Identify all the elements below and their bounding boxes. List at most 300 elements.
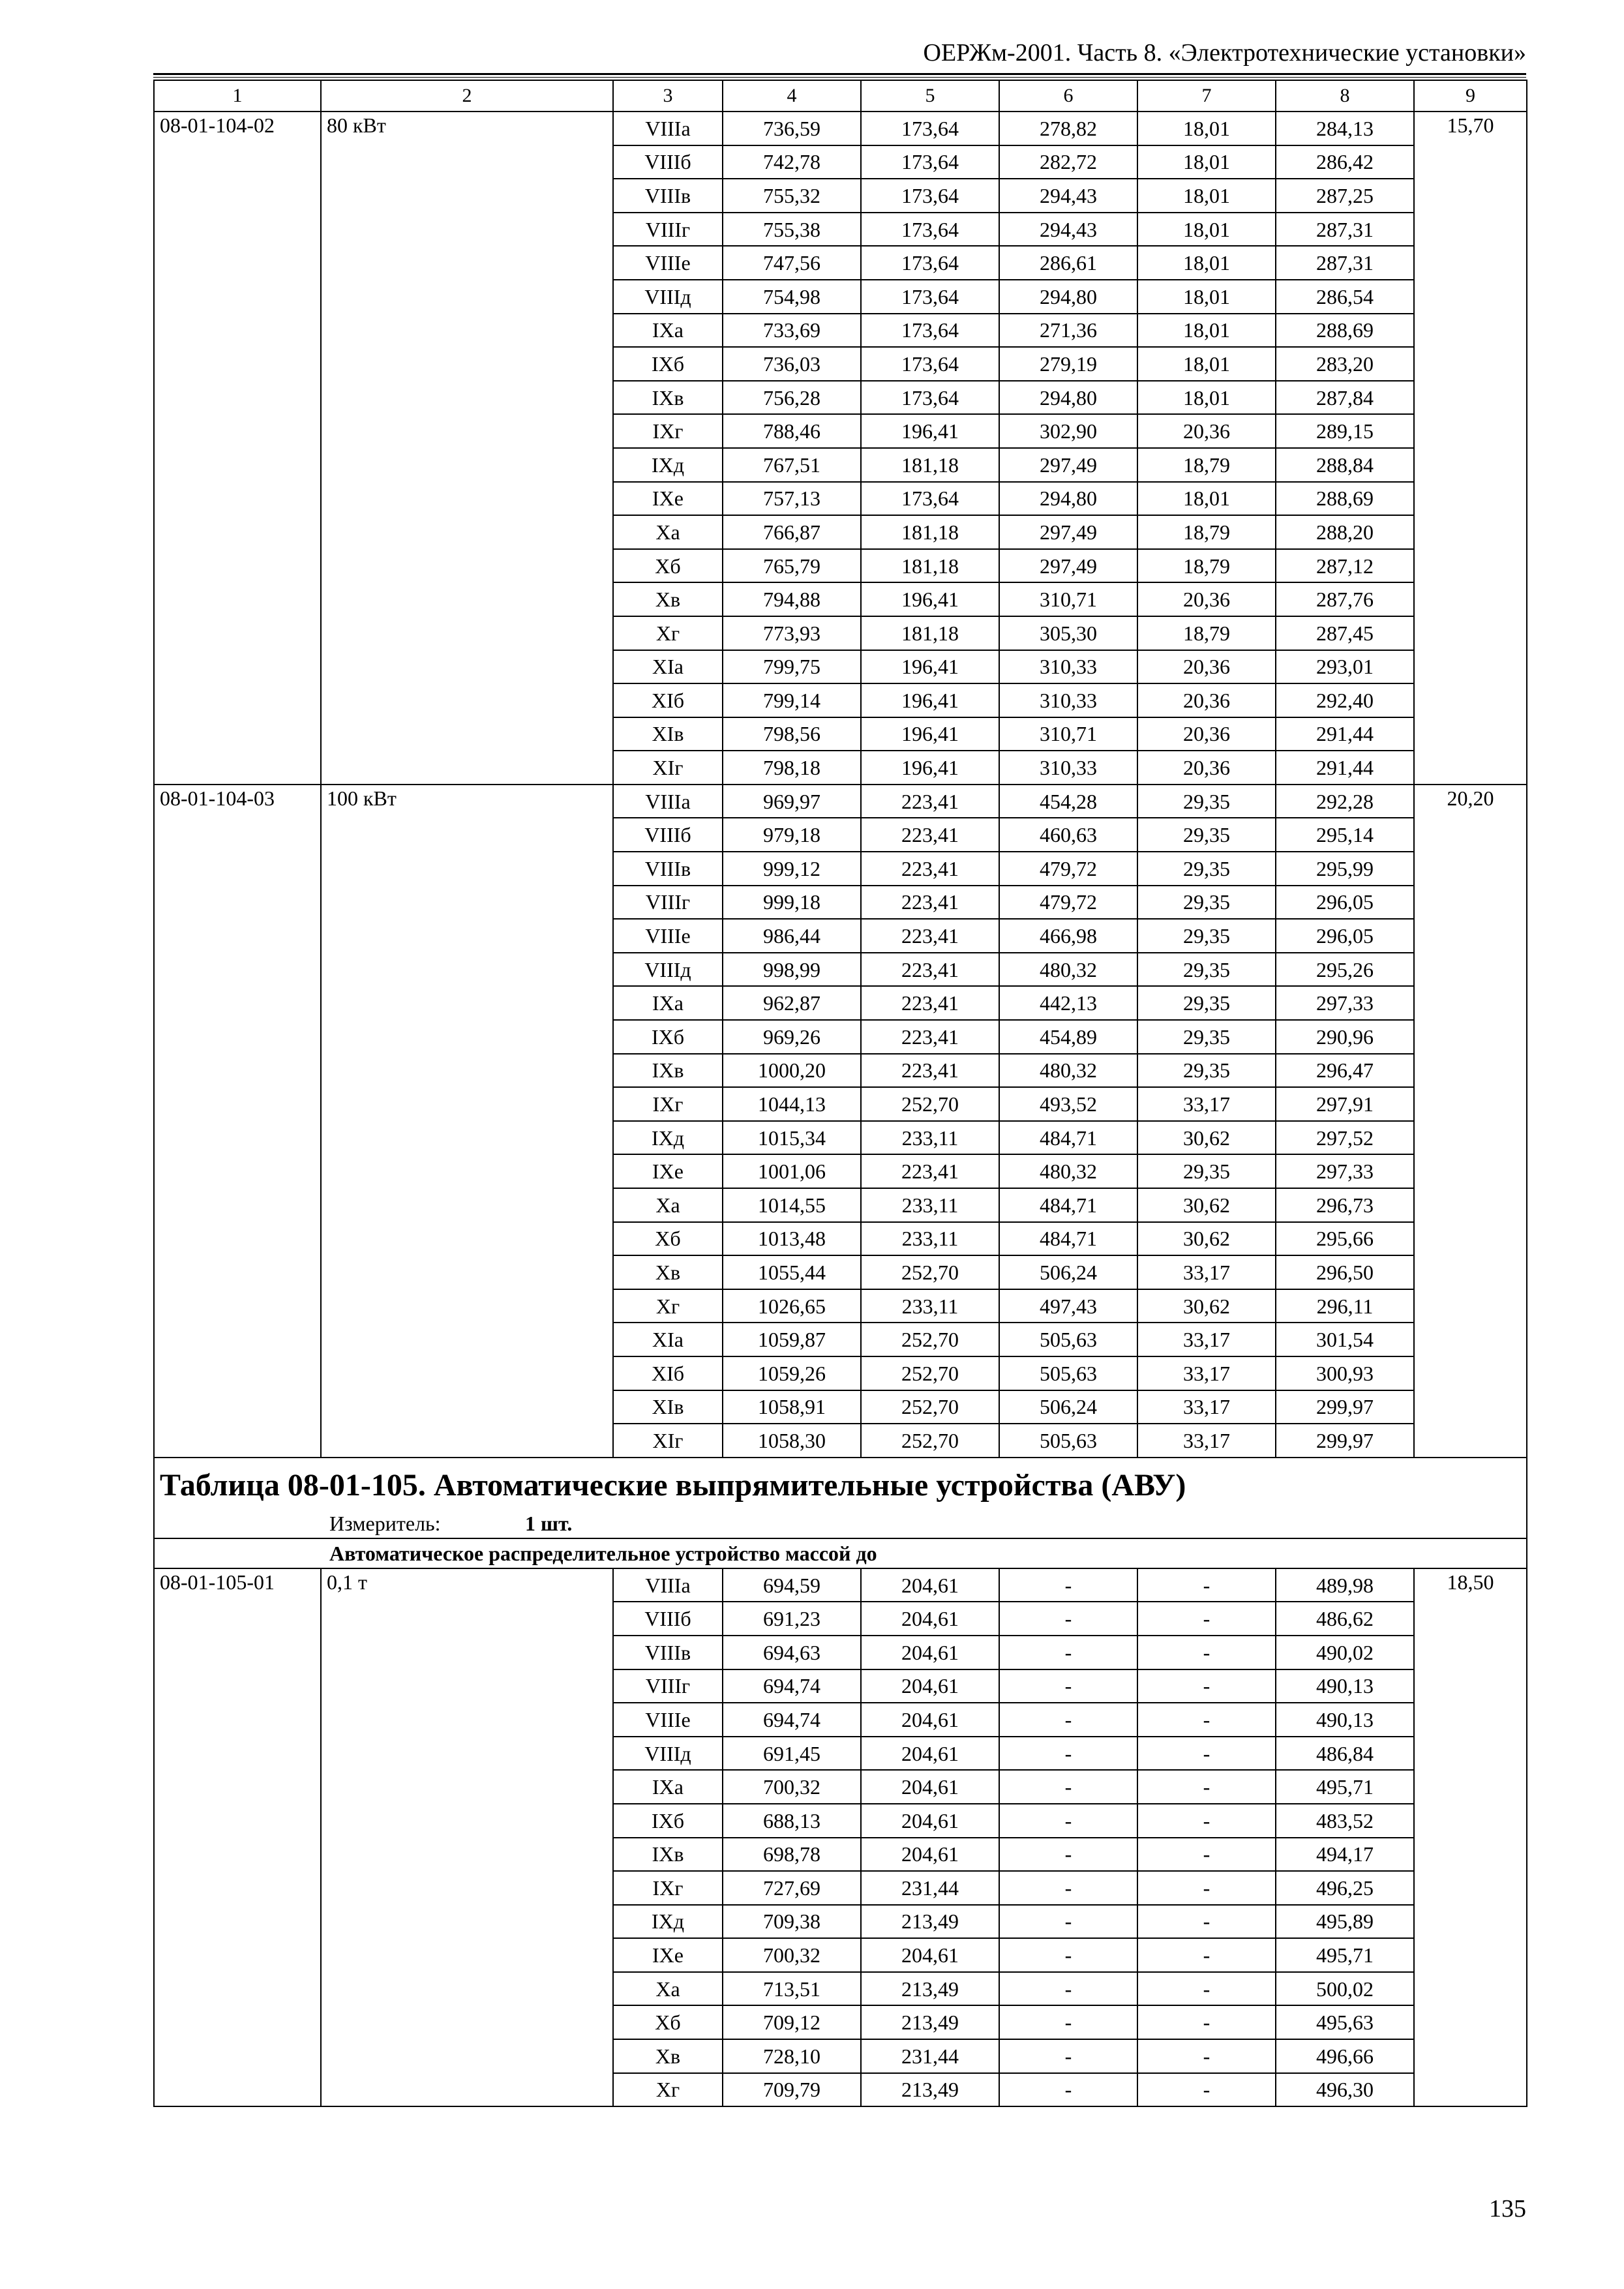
table-cell: 297,52 <box>1276 1121 1414 1155</box>
table-cell: 292,40 <box>1276 683 1414 717</box>
table-cell: 223,41 <box>861 953 999 987</box>
table-cell: IXд <box>613 1121 723 1155</box>
table-cell: 204,61 <box>861 1703 999 1737</box>
table-cell: - <box>1137 1905 1276 1939</box>
table-cell: 33,17 <box>1137 1356 1276 1390</box>
table-cell: 1055,44 <box>723 1255 861 1289</box>
table-cell: - <box>1137 1568 1276 1602</box>
table-cell: - <box>1137 1838 1276 1872</box>
table-cell: 1026,65 <box>723 1289 861 1323</box>
table-cell: 287,25 <box>1276 179 1414 213</box>
table-cell: VIIIа <box>613 1568 723 1602</box>
table-cell: VIIIа <box>613 785 723 818</box>
table-row <box>154 785 1527 818</box>
column-number: 3 <box>613 80 723 112</box>
table-cell: 173,64 <box>861 213 999 247</box>
table-cell: 483,52 <box>1276 1804 1414 1838</box>
table-cell: VIIIе <box>613 919 723 953</box>
table-cell: 204,61 <box>861 1804 999 1838</box>
norm-value: 18,50 <box>1414 1568 1527 2107</box>
table-cell: 213,49 <box>861 1905 999 1939</box>
table-cell: 709,12 <box>723 2005 861 2039</box>
table-cell: - <box>999 1737 1137 1771</box>
table-cell: 196,41 <box>861 414 999 448</box>
table-cell: 18,01 <box>1137 280 1276 314</box>
table-cell: - <box>999 1602 1137 1636</box>
table-cell: 213,49 <box>861 2005 999 2039</box>
table-cell: - <box>1137 1938 1276 1972</box>
table-cell: IXв <box>613 1054 723 1088</box>
table-cell: - <box>999 1804 1137 1838</box>
table-cell: 287,45 <box>1276 616 1414 650</box>
table-cell: 798,56 <box>723 717 861 751</box>
table-cell: 20,36 <box>1137 683 1276 717</box>
table-cell: 1058,30 <box>723 1424 861 1458</box>
table-cell: IXе <box>613 1154 723 1188</box>
table-cell: 287,76 <box>1276 582 1414 616</box>
table-cell: 288,69 <box>1276 482 1414 516</box>
table-cell: - <box>1137 1972 1276 2006</box>
running-header: ОЕРЖм-2001. Часть 8. «Электротехнические установки» <box>923 39 1526 67</box>
table-cell: 742,78 <box>723 145 861 179</box>
table-cell: 1058,91 <box>723 1390 861 1424</box>
table-cell: 494,17 <box>1276 1838 1414 1872</box>
table-cell: 766,87 <box>723 515 861 549</box>
table-cell: 299,97 <box>1276 1424 1414 1458</box>
table-cell: 296,05 <box>1276 919 1414 953</box>
table-cell: 713,51 <box>723 1972 861 2006</box>
table-cell: Xв <box>613 582 723 616</box>
table-cell: IXа <box>613 986 723 1020</box>
table-cell: 18,01 <box>1137 213 1276 247</box>
table-cell: 286,42 <box>1276 145 1414 179</box>
table-cell: 310,33 <box>999 683 1137 717</box>
table-cell: 310,33 <box>999 751 1137 785</box>
table-cell: Xа <box>613 515 723 549</box>
table-cell: 294,43 <box>999 213 1137 247</box>
table-cell: 233,11 <box>861 1289 999 1323</box>
table-title: Таблица 08-01-105. Автоматические выпрямительные устройства (АВУ) <box>154 1458 1527 1509</box>
table-cell: 460,63 <box>999 818 1137 852</box>
table-cell: 213,49 <box>861 1972 999 2006</box>
column-number: 1 <box>154 80 321 112</box>
table-cell: 29,35 <box>1137 1154 1276 1188</box>
table-cell: 484,71 <box>999 1188 1137 1222</box>
table-title-row <box>154 1458 1527 1509</box>
table-cell: 305,30 <box>999 616 1137 650</box>
table-cell: 29,35 <box>1137 818 1276 852</box>
table-cell: 765,79 <box>723 549 861 583</box>
table-cell: 495,71 <box>1276 1938 1414 1972</box>
table-cell: 773,93 <box>723 616 861 650</box>
table-cell: Xб <box>613 1222 723 1256</box>
table-cell: 33,17 <box>1137 1390 1276 1424</box>
table-cell: 495,89 <box>1276 1905 1414 1939</box>
table-cell: VIIIд <box>613 280 723 314</box>
table-cell: 290,96 <box>1276 1020 1414 1054</box>
table-cell: 29,35 <box>1137 1020 1276 1054</box>
column-number: 6 <box>999 80 1137 112</box>
table-cell: 173,64 <box>861 246 999 280</box>
table-cell: VIIIе <box>613 246 723 280</box>
table-cell: 173,64 <box>861 347 999 381</box>
table-cell: 301,54 <box>1276 1323 1414 1356</box>
table-cell: XIг <box>613 751 723 785</box>
table-cell: 29,35 <box>1137 852 1276 886</box>
table-cell: 18,01 <box>1137 246 1276 280</box>
table-cell: 233,11 <box>861 1222 999 1256</box>
table-cell: 33,17 <box>1137 1424 1276 1458</box>
table-cell: 284,13 <box>1276 112 1414 145</box>
table-cell: 962,87 <box>723 986 861 1020</box>
table-cell: 986,44 <box>723 919 861 953</box>
table-cell: 310,71 <box>999 582 1137 616</box>
table-cell: 173,64 <box>861 145 999 179</box>
table-cell: 296,47 <box>1276 1054 1414 1088</box>
table-cell: 288,20 <box>1276 515 1414 549</box>
column-number: 5 <box>861 80 999 112</box>
table-cell: 252,70 <box>861 1087 999 1121</box>
table-cell: XIг <box>613 1424 723 1458</box>
measure-row <box>154 1509 1527 1538</box>
table-cell: 736,03 <box>723 347 861 381</box>
table-cell: 173,64 <box>861 112 999 145</box>
table-cell: 1014,55 <box>723 1188 861 1222</box>
table-cell: IXд <box>613 448 723 482</box>
column-number: 8 <box>1276 80 1414 112</box>
table-cell: 794,88 <box>723 582 861 616</box>
table-cell: 286,54 <box>1276 280 1414 314</box>
table-cell: 291,44 <box>1276 717 1414 751</box>
table-cell: 295,14 <box>1276 818 1414 852</box>
table-cell: 700,32 <box>723 1938 861 1972</box>
table-cell: 969,26 <box>723 1020 861 1054</box>
table-cell: 294,80 <box>999 381 1137 415</box>
table-cell: 295,99 <box>1276 852 1414 886</box>
table-cell: 1044,13 <box>723 1087 861 1121</box>
table-cell: 799,14 <box>723 683 861 717</box>
table-cell: - <box>999 2005 1137 2039</box>
table-cell: 196,41 <box>861 582 999 616</box>
table-cell: VIIIб <box>613 818 723 852</box>
table-cell: 754,98 <box>723 280 861 314</box>
table-cell: VIIIв <box>613 852 723 886</box>
table-cell: 310,71 <box>999 717 1137 751</box>
table-cell: 30,62 <box>1137 1121 1276 1155</box>
table-cell: 18,01 <box>1137 347 1276 381</box>
table-cell: 709,38 <box>723 1905 861 1939</box>
table-cell: 18,01 <box>1137 482 1276 516</box>
table-cell: 18,79 <box>1137 515 1276 549</box>
table-cell: 296,05 <box>1276 886 1414 920</box>
table-cell: 252,70 <box>861 1424 999 1458</box>
table-cell: 466,98 <box>999 919 1137 953</box>
table-cell: VIIIд <box>613 953 723 987</box>
table-subtitle: Автоматическое распределительное устройство массой до <box>329 1541 877 1565</box>
table-cell: - <box>1137 1770 1276 1804</box>
table-cell: 479,72 <box>999 886 1137 920</box>
table-cell: 223,41 <box>861 785 999 818</box>
table-cell: IXв <box>613 1838 723 1872</box>
table-cell: 282,72 <box>999 145 1137 179</box>
table-cell: Xа <box>613 1972 723 2006</box>
table-row <box>154 112 1527 145</box>
column-number: 7 <box>1137 80 1276 112</box>
table-cell: 173,64 <box>861 381 999 415</box>
subtitle-row <box>154 1538 1527 1568</box>
table-cell: 484,71 <box>999 1121 1137 1155</box>
table-cell: 204,61 <box>861 1669 999 1703</box>
table-cell: Xг <box>613 2073 723 2107</box>
table-cell: 691,23 <box>723 1602 861 1636</box>
table-cell: 181,18 <box>861 515 999 549</box>
table-cell: 294,43 <box>999 179 1137 213</box>
table-cell: XIб <box>613 1356 723 1390</box>
table-cell: 20,36 <box>1137 414 1276 448</box>
table-cell: 231,44 <box>861 1871 999 1905</box>
table-cell: 173,64 <box>861 179 999 213</box>
norm-description: 80 кВт <box>321 112 613 785</box>
table-cell: 454,28 <box>999 785 1137 818</box>
table-cell: 506,24 <box>999 1255 1137 1289</box>
table-cell: 18,01 <box>1137 179 1276 213</box>
table-cell: - <box>1137 1669 1276 1703</box>
table-cell: 1000,20 <box>723 1054 861 1088</box>
table-cell: - <box>1137 1804 1276 1838</box>
table-cell: - <box>999 1838 1137 1872</box>
table-cell: 223,41 <box>861 886 999 920</box>
measure-unit: 1 шт. <box>525 1511 573 1535</box>
table-cell: 213,49 <box>861 2073 999 2107</box>
table-cell: XIа <box>613 1323 723 1356</box>
table-cell: - <box>1137 2039 1276 2073</box>
table-cell: 233,11 <box>861 1188 999 1222</box>
table-cell: 691,45 <box>723 1737 861 1771</box>
table-cell: 18,79 <box>1137 549 1276 583</box>
table-cell: - <box>999 2073 1137 2107</box>
norm-description: 100 кВт <box>321 785 613 1458</box>
column-number: 4 <box>723 80 861 112</box>
table-cell: 493,52 <box>999 1087 1137 1121</box>
table-cell: 486,62 <box>1276 1602 1414 1636</box>
table-cell: IXг <box>613 1871 723 1905</box>
table-cell: 204,61 <box>861 1838 999 1872</box>
table-cell: 480,32 <box>999 953 1137 987</box>
page-number: 135 <box>1489 2195 1526 2222</box>
table-cell: 33,17 <box>1137 1255 1276 1289</box>
table-cell: 287,84 <box>1276 381 1414 415</box>
table-cell: 286,61 <box>999 246 1137 280</box>
table-cell: 767,51 <box>723 448 861 482</box>
table-cell: IXб <box>613 347 723 381</box>
table-cell: Xв <box>613 1255 723 1289</box>
table-row <box>154 1568 1527 1602</box>
table-cell: 20,36 <box>1137 582 1276 616</box>
table-cell: 1015,34 <box>723 1121 861 1155</box>
table-cell: 698,78 <box>723 1838 861 1872</box>
table-cell: 33,17 <box>1137 1323 1276 1356</box>
table-cell: 709,79 <box>723 2073 861 2107</box>
table-cell: 173,64 <box>861 280 999 314</box>
table-cell: 292,28 <box>1276 785 1414 818</box>
table-cell: 495,71 <box>1276 1770 1414 1804</box>
table-cell: 297,49 <box>999 448 1137 482</box>
table-cell: 173,64 <box>861 314 999 348</box>
subtitle-cell <box>154 1538 1527 1568</box>
table-cell: 291,44 <box>1276 751 1414 785</box>
table-cell: - <box>999 1972 1137 2006</box>
table-cell: 727,69 <box>723 1871 861 1905</box>
table-cell: - <box>999 1636 1137 1669</box>
table-cell: 495,63 <box>1276 2005 1414 2039</box>
column-number: 2 <box>321 80 613 112</box>
table-cell: 728,10 <box>723 2039 861 2073</box>
table-cell: 223,41 <box>861 919 999 953</box>
table-cell: 293,01 <box>1276 650 1414 684</box>
table-cell: 287,12 <box>1276 549 1414 583</box>
table-cell: 223,41 <box>861 1154 999 1188</box>
table-cell: 173,64 <box>861 482 999 516</box>
table-cell: 283,20 <box>1276 347 1414 381</box>
table-cell: 490,13 <box>1276 1669 1414 1703</box>
table-cell: 252,70 <box>861 1323 999 1356</box>
table-cell: Xг <box>613 616 723 650</box>
table-cell: 506,24 <box>999 1390 1137 1424</box>
table-cell: 294,80 <box>999 482 1137 516</box>
table-cell: - <box>1137 1636 1276 1669</box>
table-cell: 196,41 <box>861 751 999 785</box>
table-cell: 287,31 <box>1276 213 1414 247</box>
table-cell: 505,63 <box>999 1323 1137 1356</box>
table-cell: 295,26 <box>1276 953 1414 987</box>
table-cell: 454,89 <box>999 1020 1137 1054</box>
table-cell: 18,79 <box>1137 616 1276 650</box>
table-cell: 694,74 <box>723 1703 861 1737</box>
table-cell: Xб <box>613 549 723 583</box>
table-cell: 29,35 <box>1137 919 1276 953</box>
table-cell: 310,33 <box>999 650 1137 684</box>
table-cell: 969,97 <box>723 785 861 818</box>
header-rule-thin <box>153 77 1526 78</box>
norm-code: 08-01-104-03 <box>154 785 321 1458</box>
table-cell: - <box>999 1568 1137 1602</box>
table-cell: 999,18 <box>723 886 861 920</box>
table-cell: 271,36 <box>999 314 1137 348</box>
table-cell: 1059,26 <box>723 1356 861 1390</box>
table-cell: 694,59 <box>723 1568 861 1602</box>
table-cell: 18,01 <box>1137 314 1276 348</box>
table-cell: 181,18 <box>861 616 999 650</box>
table-cell: 18,01 <box>1137 381 1276 415</box>
table-cell: 479,72 <box>999 852 1137 886</box>
table-cell: VIIIб <box>613 145 723 179</box>
measure-cell <box>154 1509 1527 1538</box>
table-cell: 223,41 <box>861 852 999 886</box>
table-cell: 295,66 <box>1276 1222 1414 1256</box>
table-cell: IXб <box>613 1804 723 1838</box>
table-cell: 302,90 <box>999 414 1137 448</box>
table-cell: 490,13 <box>1276 1703 1414 1737</box>
table-cell: 490,02 <box>1276 1636 1414 1669</box>
table-cell: - <box>1137 1602 1276 1636</box>
table-cell: IXг <box>613 414 723 448</box>
table-cell: 747,56 <box>723 246 861 280</box>
table-cell: 480,32 <box>999 1154 1137 1188</box>
table-cell: 18,01 <box>1137 145 1276 179</box>
table-cell: 279,19 <box>999 347 1137 381</box>
table-cell: 486,84 <box>1276 1737 1414 1771</box>
norms-table <box>153 80 1527 2107</box>
table-cell: XIв <box>613 717 723 751</box>
table-cell: 297,91 <box>1276 1087 1414 1121</box>
table-cell: VIIIв <box>613 1636 723 1669</box>
norm-code: 08-01-105-01 <box>154 1568 321 2107</box>
table-cell: 29,35 <box>1137 785 1276 818</box>
table-cell: 278,82 <box>999 112 1137 145</box>
table-cell: 204,61 <box>861 1568 999 1602</box>
table-cell: 252,70 <box>861 1390 999 1424</box>
table-cell: 30,62 <box>1137 1188 1276 1222</box>
table-cell: 29,35 <box>1137 986 1276 1020</box>
norm-description: 0,1 т <box>321 1568 613 2107</box>
table-cell: 204,61 <box>861 1737 999 1771</box>
table-cell: 223,41 <box>861 1020 999 1054</box>
table-cell: 496,25 <box>1276 1871 1414 1905</box>
table-cell: 33,17 <box>1137 1087 1276 1121</box>
table-cell: VIIIе <box>613 1703 723 1737</box>
table-cell: - <box>1137 1703 1276 1737</box>
table-cell: 497,43 <box>999 1289 1137 1323</box>
norm-value: 20,20 <box>1414 785 1527 1458</box>
table-cell: 223,41 <box>861 818 999 852</box>
table-cell: 500,02 <box>1276 1972 1414 2006</box>
table-cell: Xа <box>613 1188 723 1222</box>
table-cell: 297,33 <box>1276 986 1414 1020</box>
table-cell: - <box>999 1905 1137 1939</box>
header-rule <box>153 73 1526 75</box>
table-cell: IXв <box>613 381 723 415</box>
table-cell: - <box>999 1770 1137 1804</box>
table-cell: 1001,06 <box>723 1154 861 1188</box>
table-cell: IXе <box>613 482 723 516</box>
table-cell: 299,97 <box>1276 1390 1414 1424</box>
table-cell: 505,63 <box>999 1424 1137 1458</box>
table-cell: 489,98 <box>1276 1568 1414 1602</box>
table-cell: 181,18 <box>861 549 999 583</box>
table-cell: Xб <box>613 2005 723 2039</box>
table-cell: 30,62 <box>1137 1222 1276 1256</box>
table-cell: 296,11 <box>1276 1289 1414 1323</box>
table-cell: 442,13 <box>999 986 1137 1020</box>
table-cell: 496,30 <box>1276 2073 1414 2107</box>
table-cell: 288,69 <box>1276 314 1414 348</box>
table-cell: IXе <box>613 1938 723 1972</box>
table-cell: 29,35 <box>1137 886 1276 920</box>
table-cell: IXа <box>613 1770 723 1804</box>
table-cell: 252,70 <box>861 1356 999 1390</box>
table-cell: VIIIг <box>613 213 723 247</box>
table-cell: 20,36 <box>1137 717 1276 751</box>
table-cell: XIб <box>613 683 723 717</box>
table-cell: 196,41 <box>861 650 999 684</box>
table-cell: 231,44 <box>861 2039 999 2073</box>
table-cell: 204,61 <box>861 1636 999 1669</box>
table-cell: 297,49 <box>999 549 1137 583</box>
table-cell: VIIIг <box>613 1669 723 1703</box>
table-cell: VIIIа <box>613 112 723 145</box>
table-cell: VIIIд <box>613 1737 723 1771</box>
table-cell: 297,33 <box>1276 1154 1414 1188</box>
